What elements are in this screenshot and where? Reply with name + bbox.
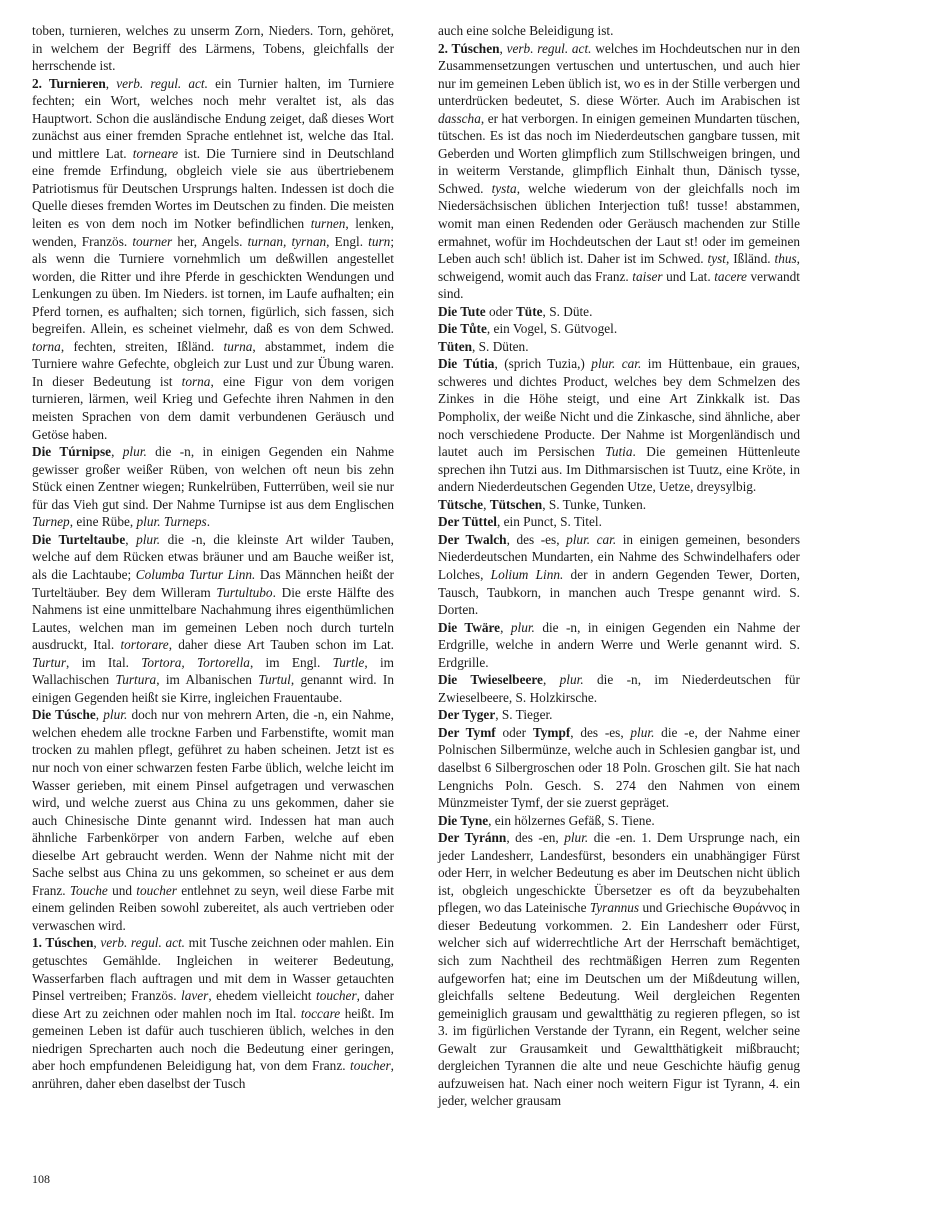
entry-tuschen-1: 1. Túschen, verb. regul. act. mit Tusche zeichnen oder mahlen. Ein getuschtes Gemählde. Ingleichen in weiterer Bedeutung, Wasserfarben flach auftragen und mit dem in Wasser getauchten Pinsel vertreiben; Französ. laver, ehedem vielleicht toucher, daher diese Art zu zeichnen oder mahlen noch im Ital. toccare heißt. Im gemeinen Leben ist dafür auch tuschieren üblich, welches in den niedrigen Sprecharten auch noch die Bedeutung einer geringen, aber hoch empfundenen Beleidigung hat, von dem Franz. toucher, anrühren, daher eben daselbst der Tusch <box>32 935 394 1091</box>
entry-turnieren-2: 2. Turnieren, verb. regul. act. ein Turnier halten, im Turniere fechten; ein Wort, welches noch mehr veraltet ist, als das Hauptwort. Schon die ausländische Endung zeiget, daß dieses Wort zunächst aus einer fremden Sprache entlehnet ist, welche das Ital. und mittlere Lat. torneare ist. Die Turniere sind in Deutschland eine fremde Erfindung, obgleich viele sie aus übertriebenem Patriotismus für Deutschen Ursprungs halten. Indessen ist doch die Quelle dieses fremden Wortes im Deutschen zu finden. Die meisten leiten es von dem noch im Notker befindlichen turnen, lenken, wenden, Französ. tourner her, Angels. turnan, tyrnan, Engl. turn; als wenn die Turniere vornehmlich um deßwillen angestellet worden, die Ritter und ihre Pferde in geschickten Wendungen und Lenkungen zu üben. Im Nieders. ist tornen, im Laufe aufhalten; ein Pferd tornen, es aufhalten; sich tornen, figürlich, sich fassen, sich begreifen. Allein, es scheinet vielmehr, daß es von dem Schwed. torna, fechten, streiten, Ißländ. turna, abstammet, indem die Turniere wahre Gefechte, obgleich zur Lust und zur Übung waren. In dieser Bedeutung ist torna, eine Figur von dem vorigen turnieren, lärmen, weil Krieg und Gefechte ihren Nahmen in den meisten Sprachen von dem damit verbundenen Geräusch und Getöse haben. <box>32 75 395 442</box>
left-column <box>32 22 394 1092</box>
entry-turnipse: Die Túrnipse, plur. die -n, in einigen Gegenden ein Nahme gewisser großer weißer Rüben, von welchen oft neun bis zehn Stück einen Zentner wiegen; Runkelrüben, Futterrüben, weil sie nur für das Vieh gut sind. Der Nahme Turnipse ist aus dem Englischen Turnep, eine Rübe, plur. Turneps. <box>32 444 394 530</box>
entry-turteltaube: Die Turteltaube, plur. die -n, die kleinste Art wilder Tauben, welche auf dem Rücken etwas bräuner und am Bauche weißer ist, als die Lachtaube; Columba Turtur Linn. Das Männchen heißt der Turteltäuber. Bey dem Willeram Turtultubo. Die erste Hälfte des Nahmens ist eine unmittelbare Nachahmung ihres eigenthümlichen Lautes, welchen man im gemeinen Leben noch durch turteln ausdruckt, Ital. tortorare, daher diese Art Tauben schon im Lat. Turtur, im Ital. Tortora, Tortorella, im Engl. Turtle, im Wallachischen Turtura, im Albanischen Turtul, genannt wird. In einigen Gegenden heißt sie Kirre, ingleichen Frauentaube. <box>32 531 394 705</box>
entry-tuschen-2: 2. Túschen, verb. regul. act. welches im Hochdeutschen nur in den Zusammensetzungen vertuschen und untertuschen, und auch hier nur im gemeinen Leben üblich ist, wo es in der Stille verbergen und unterdrücken bedeutet, S. diese Wörter. Auch im Arabischen ist dasscha, er hat verborgen. In einigen gemeinen Mundarten tüschen, tütschen. Es ist das noch im Niederdeutschen gangbare tussen, mit Geberden und Worten glimpflich zum Stillschweigen bringen, und in weiterm Verstande, glimpflich Einhalt thun, Dänisch tysse, Schwed. tysta, welche wiederum von der gleichfalls noch im Niedersächsischen üblichen Interjection tuß! tusse! abstammen, womit man einen Redenden oder Geräusch machenden zur Stille ermahnet, wofür im Hochdeutschen der Laut st! oder im gemeinen Leben auch sch! üblich ist. Daher ist im Schwed. tyst, Ißländ. thus, schweigend, womit auch das Franz. taiser und Lat. tacere verwandt sind. <box>438 40 801 302</box>
entry-tyne: Die Tyne, ein hölzernes Gefäß, S. Tiene. <box>438 812 655 828</box>
right-column <box>438 22 800 1110</box>
entry-tusche: Die Túsche, plur. doch nur von mehrern Arten, die -n, ein Nahme, welchen ehedem alle trockne Farben und Farbenstifte, womit man trocken zu mahlen pflegt, geführet zu haben scheinen. Jetzt ist es nur noch von einer schwarzen festen Farbe üblich, welche leicht im Wasser gerieben, mit einem Pinsel aufgetragen und verwaschen wird, und welche zuerst aus China zu uns gekommen, daher sie auch Chinesische Dinte genannt wird. Indessen hat man auch ähnliche Farbenkörper von andern Farben, welche auf eben dieselbe Art gebraucht werden. Wenn der Nahme nicht mit der Sache selbst aus China zu uns gekommen, so scheinet er aus dem Franz. Touche und toucher entlehnet zu seyn, weil diese Farbe mit einem gelinden Reiben sowohl zubereitet, als auch vertrieben oder verwaschen wird. <box>32 707 394 933</box>
entry-tyger: Der Tyger, S. Tieger. <box>438 707 553 723</box>
entry-tymf: Der Tymf oder Tympf, des -es, plur. die -e, der Nahme einer Polnischen Silbermünze, welche auch in Schlesien gangbar ist, und daselbst 6 Silbergroschen oder 18 Poln. Groschen gilt. Sie hat nach Lengnichs Poln. Gesch. S. 274 den Nahmen von einem Münzmeister Tymf, der sie zuerst gepräget. <box>438 724 800 811</box>
entry-twalch: Der Twalch, des -es, plur. car. in einigen gemeinen, besonders Niederdeutschen Mundarten, ein Nahme des Schwindelhafers oder Lolches, Lolium Linn. der in andern Gegenden Tewer, Dorten, Tausch, Taubkorn, in manchen auch Trespe genannt wird. S. Dorten. <box>438 531 801 618</box>
entry-paragraph: auch eine solche Beleidigung ist. <box>438 23 614 38</box>
entry-tute-vogel: Die Tůte, ein Vogel, S. Gütvogel. <box>438 321 618 337</box>
entry-tueten: Tüten, S. Düten. <box>438 338 529 354</box>
entry-tuetsche: Tütsche, Tütschen, S. Tunke, Tunken. <box>438 496 647 512</box>
page-number: 108 <box>32 1172 50 1186</box>
entry-tute: Die Tute oder Tüte, S. Düte. <box>438 303 593 319</box>
entry-tutia: Die Tútia, (sprich Tuzia,) plur. car. im Hüttenbaue, ein graues, schweres und dichtes Product, welches bey dem Schmelzen des Zinkes in die Höhe steigt, und eine Art Zinkkalk ist. Das Pompholix, der weiße Nicht und die Zinkasche, sind ähnliche, aber noch verschiedene Producte. Der Nahme ist Morgenländisch und lautet auch im Persischen Tutia. Die gemeinen Hüttenleute sprechen ihn Tutzi aus. Im Dithmarsischen ist Tuutz, eine Kröte, in andern Niederdeutschen Gegenden Utze, Uetze, dreysylbig. <box>438 356 800 495</box>
entry-twaere: Die Twäre, plur. die -n, in einigen Gegenden ein Nahme der Erdgrille, welche in andern Werre und Werle genannt wird. S. Erdgrille. <box>438 619 800 670</box>
entry-tuettel: Der Tüttel, ein Punct, S. Titel. <box>438 514 602 530</box>
entry-tyrann: Der Tyránn, des -en, plur. die -en. 1. Dem Ursprunge nach, ein jeder Landesherr, Landesfürst, besonders ein unabhängiger Fürst oder Herr, in welcher Bedeutung es aber im Deutschen nicht üblich ist, obgleich ungeschickte Übersetzer es oft da beyzubehalten pflegen, wo das Lateinische Tyrannus und Griechische Θυράννος in dieser Bedeutung vorkommen. 2. Ein Landesherr oder Fürst, welcher sich auf widerrechtliche Art der Herrschaft bemächtiget, sich zum Nachtheil des rechtmäßigen Herren zum Regenten aufgeworfen hat; eine im Deutschen um der Mißdeutung willen, gleichfalls seltene Bedeutung. Weil dergleichen Regenten gemeiniglich grausam und gewaltthätig zu regieren pflegen, so ist 3. im figürlichen Verstande der Tyrann, ein Regent, welcher seine Gewalt zur Grausamkeit und Gewaltthätigkeit mißbraucht; dergleichen Tyrannen die alte und neue Geschichte häufig genug aufzuweisen hat. Nach einer noch weitern Figur ist Tyrann, 4. ein jeder, welcher grausam <box>438 830 801 1109</box>
entry-twieselbeere: Die Twieselbeere, plur. die -n, im Niederdeutschen für Zwieselbeere, S. Holzkirsche. <box>438 672 800 705</box>
entry-paragraph: toben, turnieren, welches zu unserm Zorn, Nieders. Torn, gehöret, in welchem der Begriff des Lärmens, Tobens, gleichfalls der herrschende ist. <box>32 23 394 74</box>
